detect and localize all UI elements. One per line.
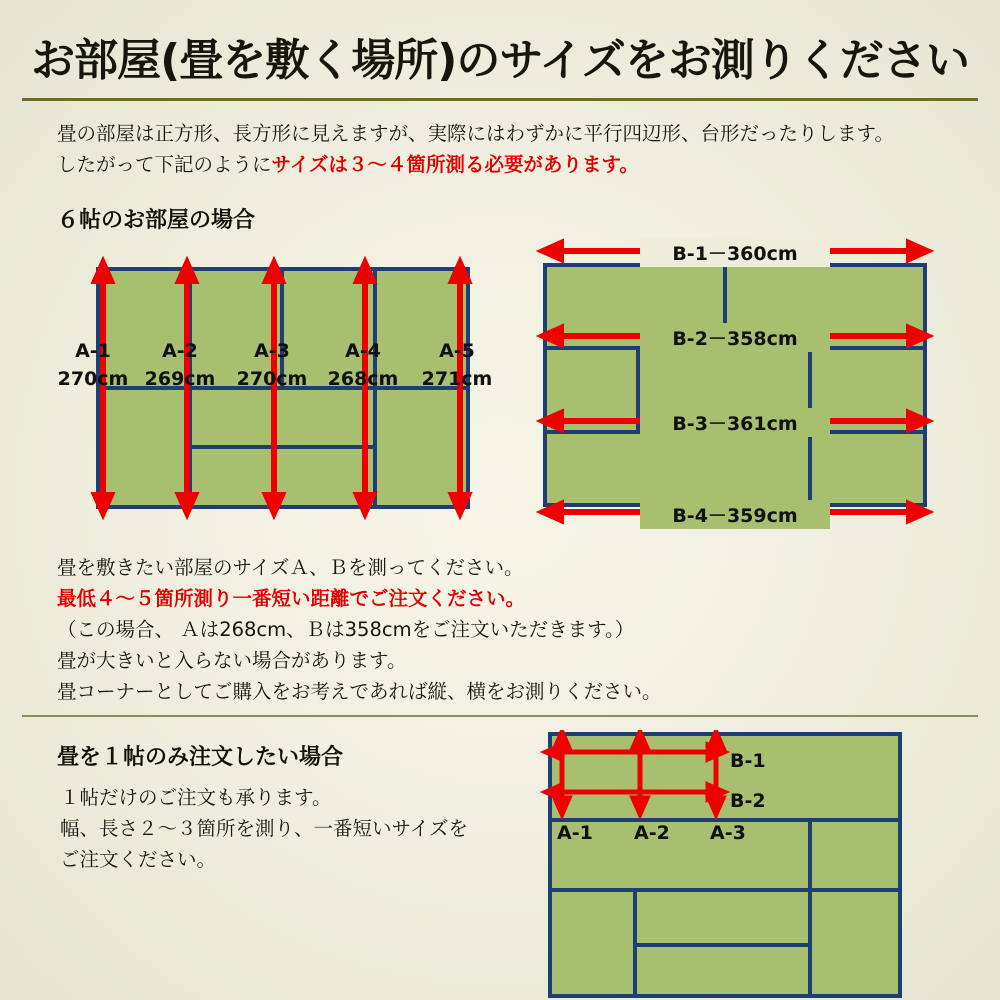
page-title: お部屋(畳を敷く場所)のサイズをお測りください <box>31 35 969 86</box>
section-six-heading: ６帖のお部屋の場合 <box>57 208 256 233</box>
label-a5-value: 271cm <box>421 368 493 390</box>
intro-line-2-highlight: サイズは３～４箇所測る必要があります。 <box>271 153 639 176</box>
label-a2-name: A-2 <box>162 340 198 362</box>
label-a2-value: 269cm <box>144 368 216 390</box>
section-one-line-2: 幅、長さ２～３箇所を測り、一番短いサイズを <box>60 817 468 840</box>
label-a5-name: A-5 <box>439 340 475 362</box>
label-one-a2: A-2 <box>634 822 670 844</box>
label-b2-value: 358cm <box>726 328 798 350</box>
notes-line-4: 畳が大きいと入らない場合があります。 <box>57 649 407 672</box>
label-one-b1: B-1 <box>730 750 766 772</box>
label-b1-name: B-1 <box>672 243 708 265</box>
label-a3-value: 270cm <box>236 368 308 390</box>
section-one-heading: 畳を１帖のみ注文したい場合 <box>57 745 344 770</box>
notes-line-2: 最低４～５箇所測り一番短い距離でご注文ください。 <box>57 587 526 610</box>
notes-line-1: 畳を敷きたい部屋のサイズＡ、Ｂを測ってください。 <box>57 556 524 579</box>
label-one-b2: B-2 <box>730 790 766 812</box>
intro-line-2-plain: したがって下記のように <box>57 153 272 176</box>
label-a4-value: 268cm <box>327 368 399 390</box>
diagram-six-jou-horizontal <box>535 235 935 535</box>
label-b4-name: B-4 <box>672 505 708 527</box>
notes-block <box>57 552 662 707</box>
notes-line-3: （この場合、 Ａは268cm、Ｂは358cmをご注文いただきます。） <box>57 618 635 641</box>
label-b4-value: 359cm <box>726 505 798 527</box>
intro-line-1: 畳の部屋は正方形、長方形に見えますが、実際にはわずかに平行四辺形、台形だったりします。 <box>57 122 894 145</box>
label-b2: B-2－358cm <box>640 323 830 352</box>
label-a1-name: A-1 <box>75 340 111 362</box>
section-one-line-3: ご注文ください。 <box>60 848 217 871</box>
label-one-a1: A-1 <box>557 822 593 844</box>
label-b3: B-3－361cm <box>640 408 830 437</box>
section-one-line-1: １帖だけのご注文も承ります。 <box>60 786 332 809</box>
label-b1-value: 360cm <box>726 243 798 265</box>
label-b2-name: B-2 <box>672 328 708 350</box>
label-b1: B-1－360cm <box>640 238 830 267</box>
label-b4: B-4－359cm <box>640 500 830 529</box>
label-b3-name: B-3 <box>672 413 708 435</box>
section-divider <box>22 715 978 717</box>
label-one-a3: A-3 <box>710 822 746 844</box>
section-one-text <box>60 782 468 875</box>
label-a3-name: A-3 <box>254 340 290 362</box>
title-divider <box>22 98 978 101</box>
label-a1-value: 270cm <box>57 368 129 390</box>
label-b3-value: 361cm <box>726 413 798 435</box>
label-a4-name: A-4 <box>345 340 381 362</box>
intro-paragraph <box>57 118 894 180</box>
notes-line-5: 畳コーナーとしてご購入をお考えであれば縦、横をお測りください。 <box>57 680 662 703</box>
